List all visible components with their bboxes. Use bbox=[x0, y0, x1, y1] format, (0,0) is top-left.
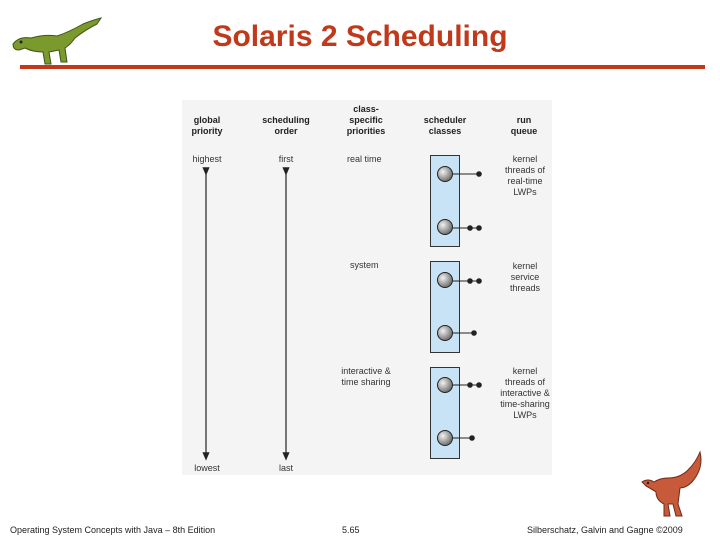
slide-title: Solaris 2 Scheduling bbox=[212, 20, 508, 53]
queue-interactive-label: kernel threads of interactive & time-sharing LWPs bbox=[500, 366, 550, 420]
header-class-specific-priorities: class- specific priorities bbox=[346, 104, 386, 136]
class-interactive-label: interactive & time sharing bbox=[341, 366, 391, 387]
queue-system-label: kernel service threads bbox=[509, 261, 541, 293]
header-scheduler-classes: scheduler classes bbox=[423, 115, 467, 136]
footer-page-number: 5.65 bbox=[342, 525, 360, 535]
header-global-priority: global priority bbox=[191, 115, 223, 136]
order-last-label: last bbox=[278, 463, 293, 473]
small-dinosaur-icon bbox=[640, 448, 710, 528]
footer-right: Silberschatz, Galvin and Gagne ©2009 bbox=[527, 525, 683, 535]
footer-left: Operating System Concepts with Java – 8th Edition bbox=[10, 525, 216, 535]
queue-real-time-label: kernel threads of real-time LWPs bbox=[504, 154, 546, 197]
header-scheduling-order: scheduling order bbox=[262, 115, 310, 136]
class-real-time-label: real time bbox=[347, 154, 382, 164]
priority-highest-label: highest bbox=[192, 154, 222, 164]
order-first-label: first bbox=[278, 154, 294, 164]
priority-lowest-label: lowest bbox=[194, 463, 220, 473]
class-system-label: system bbox=[350, 260, 379, 270]
header-run-queue: run queue bbox=[510, 115, 538, 136]
